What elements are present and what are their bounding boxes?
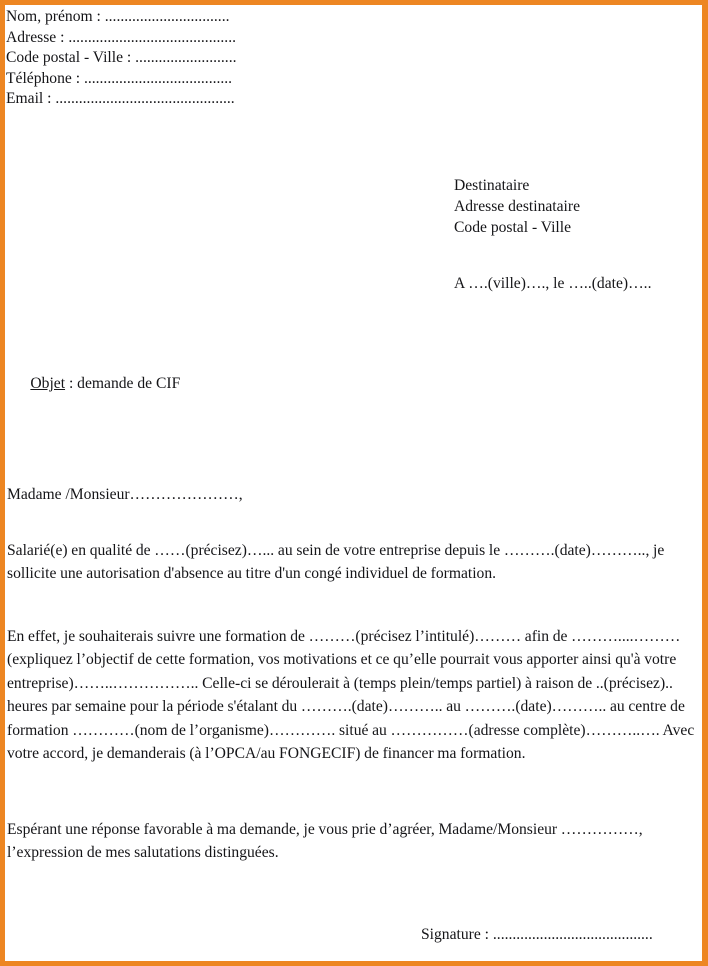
body-paragraph-2: En effet, je souhaiterais suivre une formation de ………(précisez l’intitulé)……… afin de ………....………(expliquez l’objectif de cette formation, vos motivations et ce qu’elle pourrait vous apporter ainsi qu'à votre entreprise)……..…………….. Celle-ci se déroulerait à (temps plein/temps partiel) à raison de ..(précisez).. heures par semaine pour la période s'étalant du ……….(date)……….. au ……….(date)……….. au centre de formation …………(nom de l’organisme)…………. situé au ……………(adresse complète)………..…. Avec votre accord, je demanderais (à l’OPCA/au FONGECIF) de financer ma formation. [7, 628, 698, 763]
object-line [7, 352, 180, 415]
recipient-address-line: Adresse destinataire [454, 198, 580, 215]
object-value: : demande de CIF [65, 375, 181, 392]
recipient-name-line: Destinataire [454, 177, 530, 194]
salutation-line: Madame /Monsieur…………………, [7, 486, 243, 503]
recipient-postal-city-line: Code postal - Ville [454, 219, 572, 236]
place-date-line: A ….(ville)…., le …..(date)….. [454, 275, 652, 292]
sender-phone-line: Téléphone : ...................................... [6, 69, 233, 87]
recipient-block [454, 175, 708, 238]
sender-block [6, 7, 336, 110]
object-label: Objet [30, 375, 66, 392]
sender-address-line: Adresse : ........................................... [6, 28, 236, 46]
signature-line: Signature : ......................................... [421, 926, 653, 943]
sender-name-line: Nom, prénom : ................................ [6, 8, 230, 25]
body-paragraph-3: Espérant une réponse favorable à ma demande, je vous prie d’agréer, Madame/Monsieur ……………, l’expression de mes salutations distinguées. [7, 821, 647, 862]
letter-sheet [5, 5, 702, 961]
body-paragraph-1: Salarié(e) en qualité de ……(précisez)…... au sein de votre entreprise depuis le ……….(date)……….., je sollicite une autorisation d'absence au titre d'un congé individuel de formation. [7, 542, 668, 583]
sender-email-line: Email : .............................................. [6, 90, 235, 108]
sender-postal-city-line: Code postal - Ville : .......................... [6, 49, 237, 67]
